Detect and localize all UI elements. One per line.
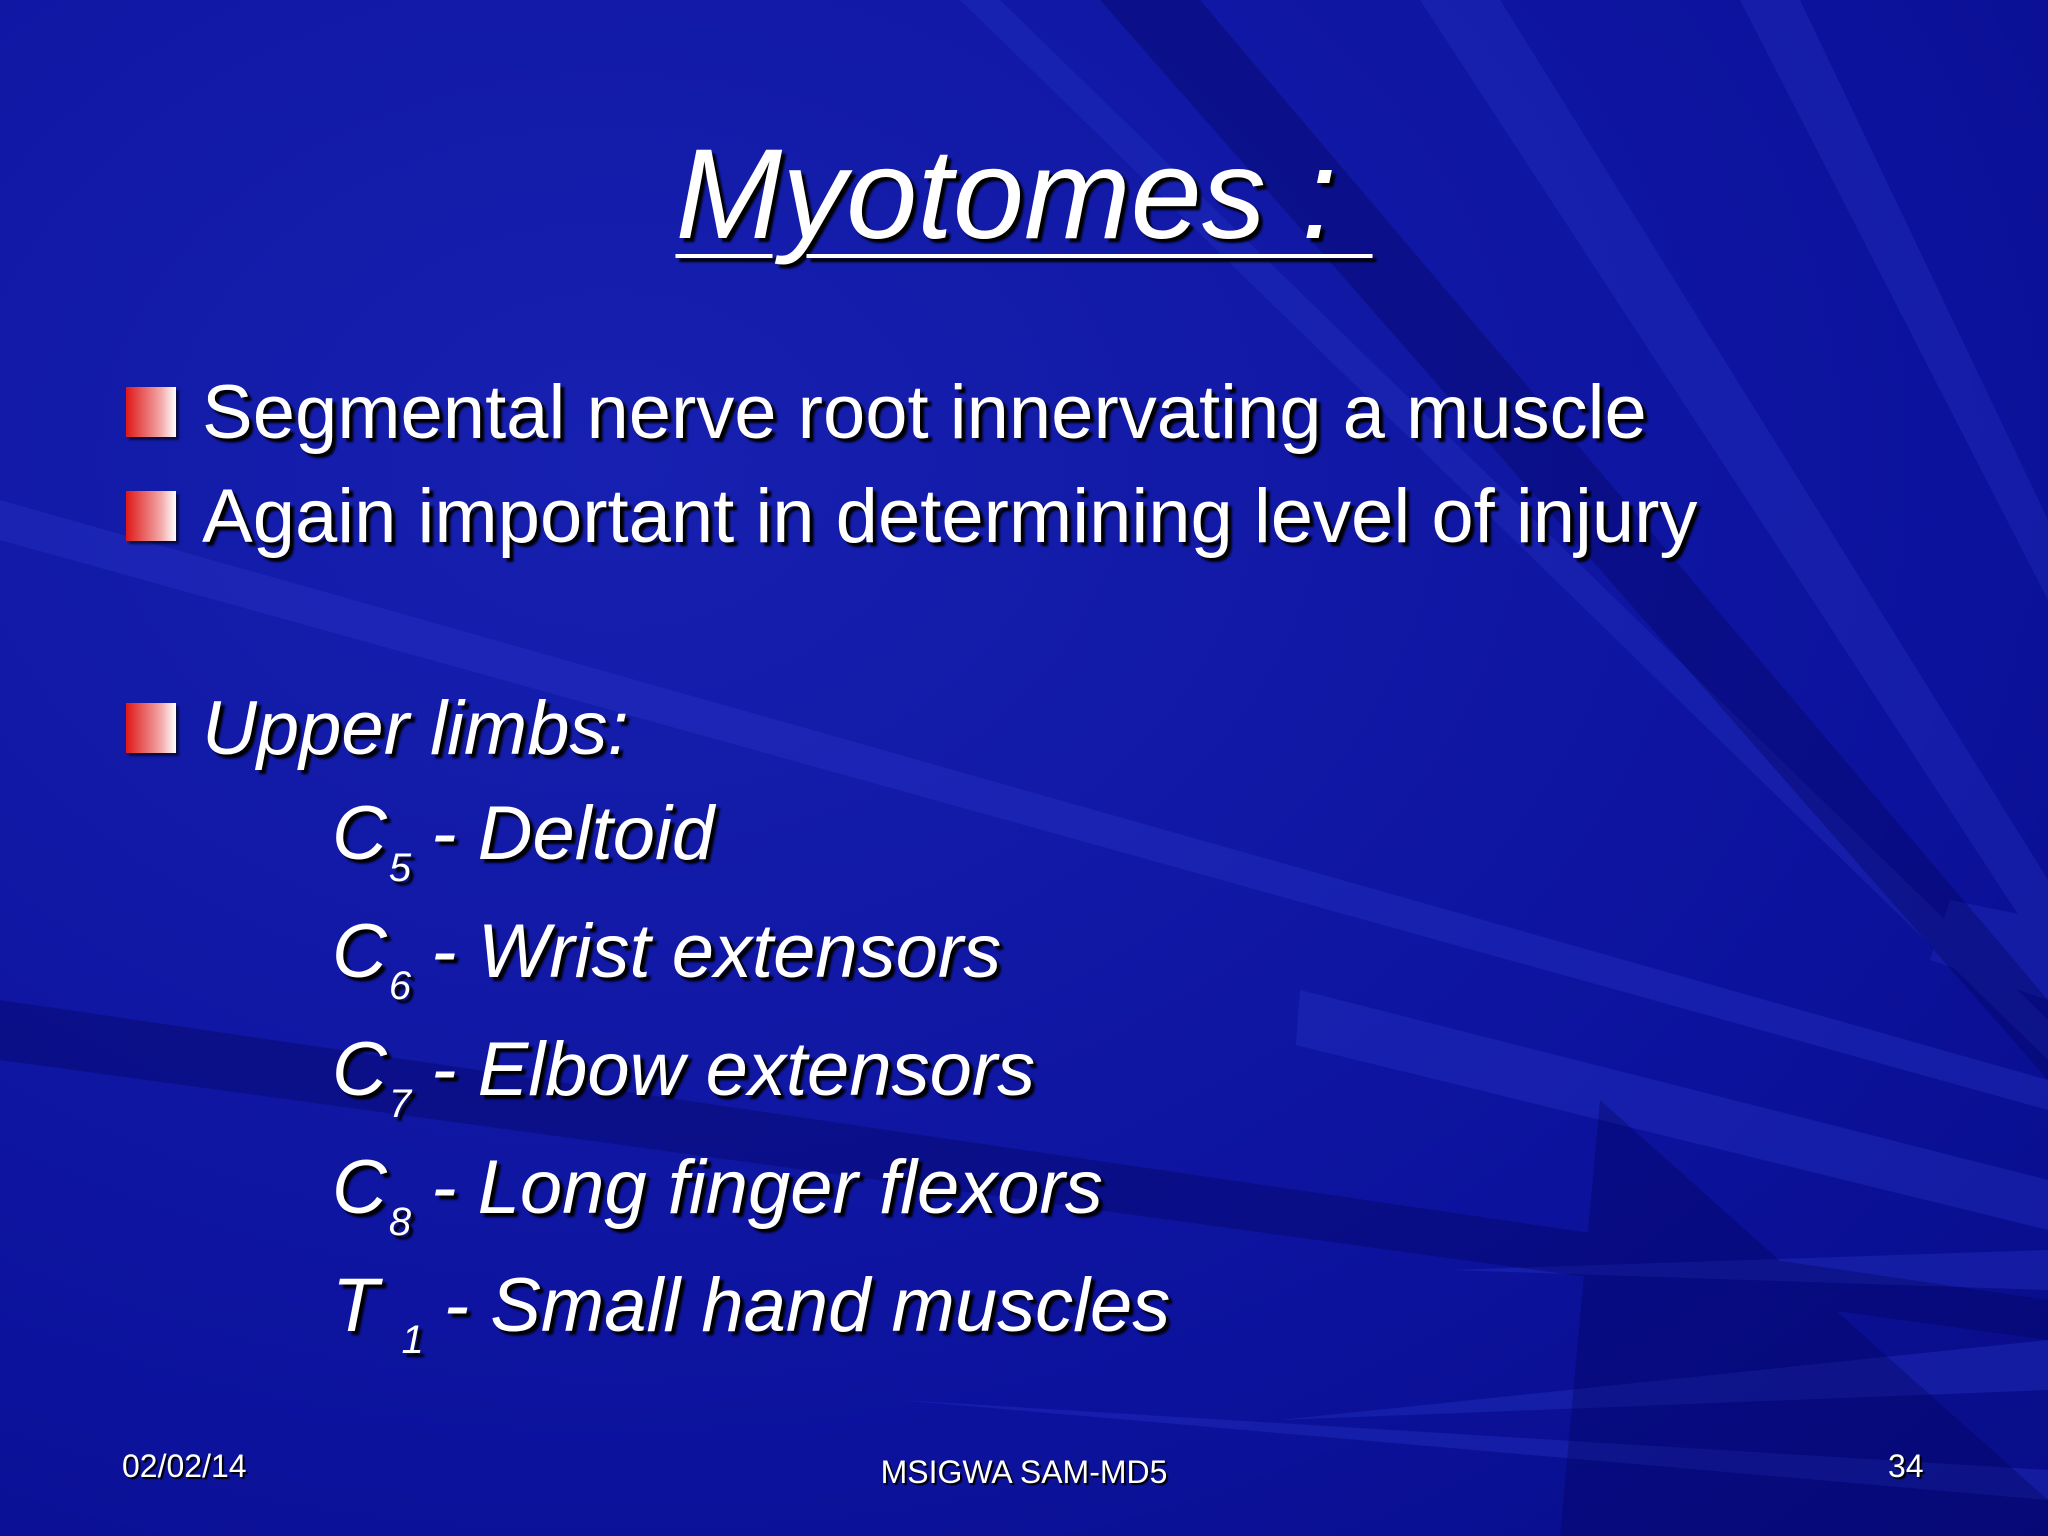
myotome-root: T <box>332 1263 400 1348</box>
bullet-square-icon <box>126 387 176 437</box>
bullet-text: Again important in determining level of injury <box>202 473 1698 559</box>
bullet-text: Segmental nerve root innervating a muscle <box>202 369 1647 455</box>
footer-date: 02/02/14 <box>122 1448 247 1484</box>
slide-title-text: Myotomes : <box>675 123 1373 266</box>
myotome-muscle: - Wrist extensors <box>431 909 1002 994</box>
myotome-muscle: - Long finger flexors <box>431 1145 1103 1230</box>
page-number: 34 <box>1888 1448 1924 1484</box>
footer-author: MSIGWA SAM-MD5 <box>880 1454 1168 1490</box>
bullet-square-icon <box>126 703 176 753</box>
myotome-root: C <box>332 791 387 876</box>
myotome-level: 8 <box>388 1200 412 1244</box>
myotome-item <box>332 1256 1170 1368</box>
myotome-level: 6 <box>388 964 412 1008</box>
myotome-root: C <box>332 1145 387 1230</box>
myotome-item <box>332 784 714 896</box>
bullet-square-icon <box>126 491 176 541</box>
slide-title <box>0 120 2048 270</box>
bullet-item <box>126 678 629 778</box>
bullet-text: Upper limbs: <box>202 685 629 771</box>
myotome-muscle: - Small hand muscles <box>443 1263 1171 1348</box>
myotome-muscle: - Elbow extensors <box>431 1027 1036 1112</box>
myotome-level: 5 <box>388 846 412 890</box>
myotome-root: C <box>332 909 387 994</box>
myotome-item <box>332 902 1001 1014</box>
myotome-root: C <box>332 1027 387 1112</box>
myotome-item <box>332 1020 1035 1132</box>
bullet-item <box>126 466 1697 566</box>
myotome-item <box>332 1138 1103 1250</box>
myotome-muscle: - Deltoid <box>431 791 715 876</box>
myotome-level: 1 <box>401 1318 424 1362</box>
bullet-item <box>126 362 1647 462</box>
myotome-level: 7 <box>388 1082 412 1126</box>
